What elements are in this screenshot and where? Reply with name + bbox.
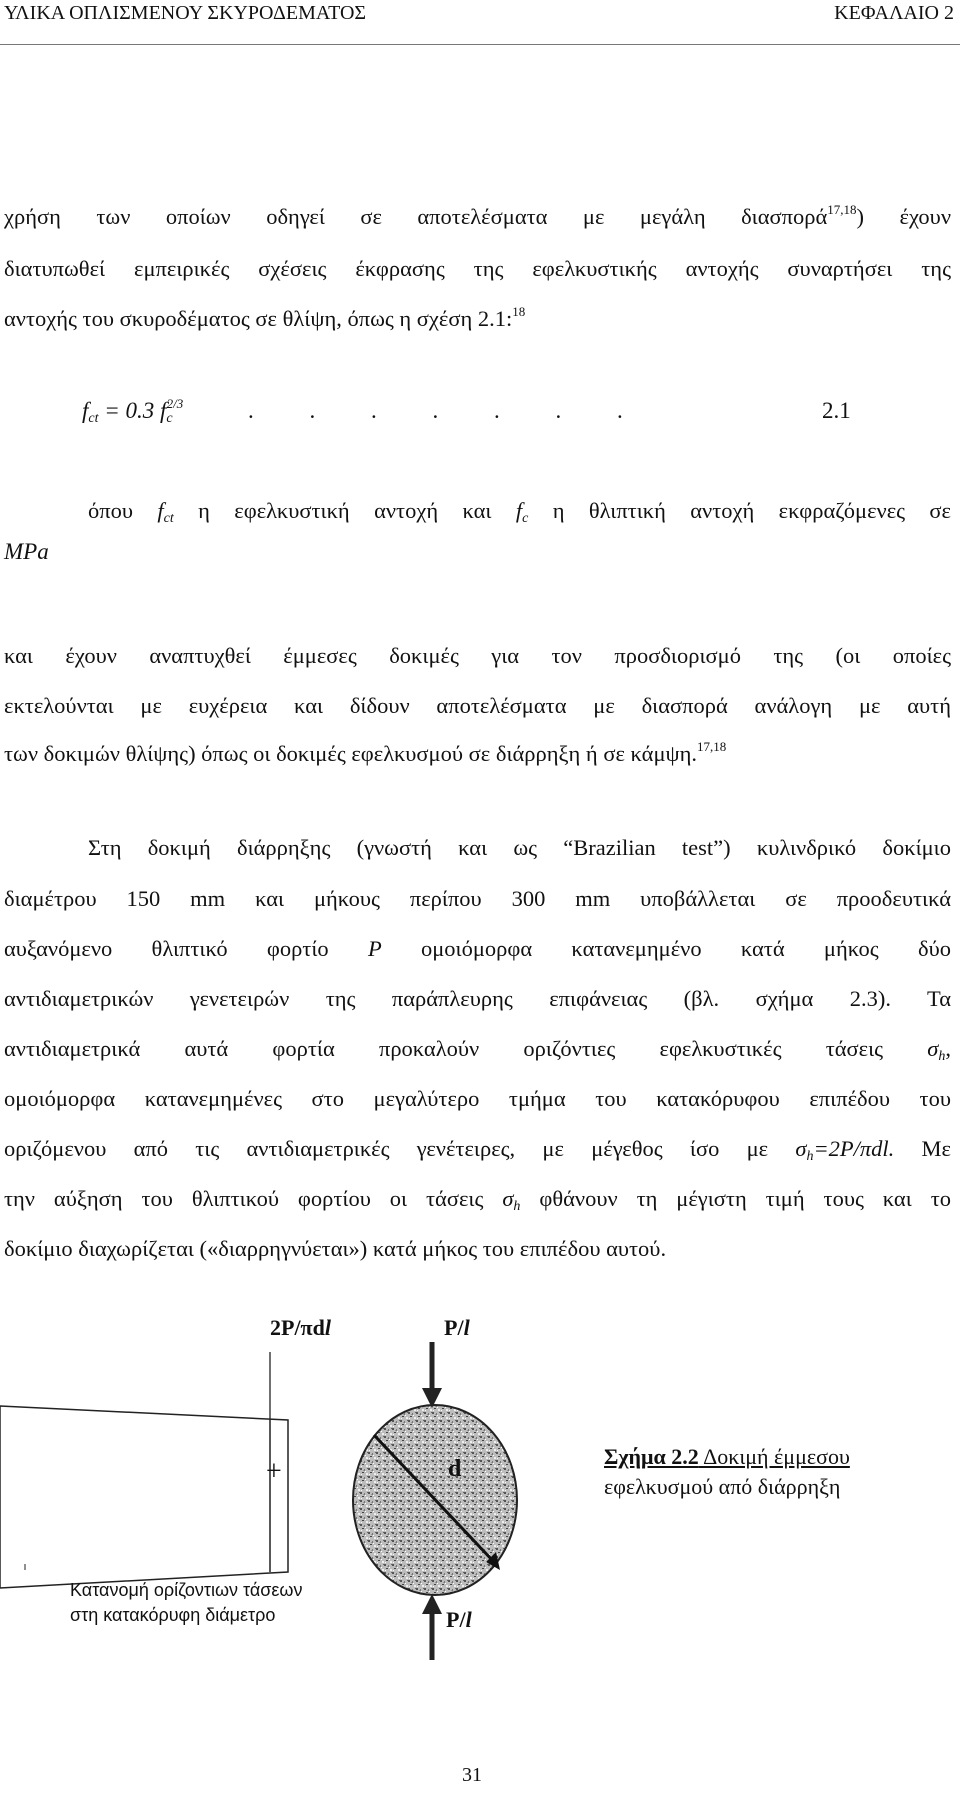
running-header-chapter: ΚΕΦΑΛΑΙΟ 2 <box>834 2 954 24</box>
paragraph-2-line-3: των δοκιμών θλίψης) όπως οι δοκιμές εφελκυσμού σε διάρρηξη ή σε κάμψη.$^{17,18}$ <box>4 739 727 766</box>
paragraph-3-line-1: Στη δοκιμή διάρρηξης (γνωστή και ως “Brazilian test”) κυλινδρικό δοκίμιο <box>88 835 951 860</box>
paragraph-3-line-5: αντιδιαμετρικά αυτά φορτία προκαλούν οριζόντιες εφελκυστικές τάσεις $\sigma_h$, <box>4 1036 951 1064</box>
paragraph-1-line-2: διατυπωθεί εμπειρικές σχέσεις έκφρασης της εφελκυστικής αντοχής συναρτήσει της <box>4 256 951 281</box>
diameter-label: d <box>448 1456 462 1482</box>
bottom-load-arrow-head <box>422 1594 442 1614</box>
paragraph-3-line-3: αυξανόμενο θλιπτικό φορτίο P ομοιόμορφα κατανεμημένο κατά μήκος δύο <box>4 936 951 961</box>
stress-distribution-shape <box>0 1406 288 1588</box>
paragraph-2-line-1: και έχουν αναπτυχθεί έμμεσες δοκιμές για τον προσδιορισμό της (οι οποίες <box>4 643 951 668</box>
paragraph-1-line-3: αντοχής του σκυροδέματος σε θλίψη, όπως η σχέση 2.1:$^{18}$ <box>4 304 526 331</box>
paragraph-3-line-4: αντιδιαμετρικών γενετειρών της παράπλευρης επιφάνειας (βλ. σχήμα 2.3). Τα <box>4 986 951 1011</box>
definition-line: όπου $f_{ct}$ η εφελκυστική αντοχή και $f_c$ η θλιπτική αντοχή εκφραζόμενες σε <box>88 498 952 526</box>
unit-mpa: MPa <box>4 539 49 564</box>
running-header-title: ΥΛΙΚΑ ΟΠΛΙΣΜΕΝΟΥ ΣΚΥΡΟΔΕΜΑΤΟΣ <box>4 2 367 24</box>
top-load-label: P/l <box>444 1315 470 1340</box>
page-number: 31 <box>462 1764 482 1786</box>
figure-caption: Σχήμα 2.2 Δοκιμή έμμεσου εφελκυσμού από διάρρηξη <box>604 1444 850 1499</box>
stress-distribution-caption: Κατανομή ορίζοντιων τάσεων στη κατακόρυφη διάμετρο <box>70 1580 303 1625</box>
paragraph-3-line-9: δοκίμιο διαχωρίζεται («διαρρηγνύεται») κατά μήκος του επιπέδου αυτού. <box>4 1236 667 1261</box>
paragraph-3-line-7: οριζόμενου από τις αντιδιαμετρικές γενέτειρες, με μέγεθος ίσο με $\sigma_h=2P$/πdl. Με <box>4 1136 951 1164</box>
equation-2-1: $f_{ct} = 0.3$ $f_c^{2/3}$ <box>82 396 184 426</box>
paragraph-3-line-6: ομοιόμορφα κατανεμημένες στο μεγαλύτερο τμήμα του κατακόρυφου επιπέδου του <box>4 1086 951 1111</box>
header-rule <box>0 44 960 45</box>
paragraph-1-line-1: χρήση των οποίων οδηγεί σε αποτελέσματα με μεγάλη διασπορά$^{17,18}$) έχουν <box>4 202 951 229</box>
equation-number: 2.1 <box>822 398 851 423</box>
bottom-load-label: P/l <box>446 1607 472 1632</box>
paragraph-3-line-8: την αύξηση του θλιπτικού φορτίου οι τάσεις $\sigma_h$ φθάνουν τη μέγιστη τιμή τους και το <box>4 1186 951 1214</box>
paragraph-2-line-2: εκτελούνται με ευχέρεια και δίδουν αποτελέσματα με διασπορά ανάλογη με αυτή <box>4 693 951 718</box>
equation-leader-dots: . . . . . . . <box>248 398 623 423</box>
stress-magnitude-label: 2P/πdl <box>270 1315 331 1340</box>
tension-sign: + <box>266 1456 282 1487</box>
paragraph-3-line-2: διαμέτρου 150 mm και μήκους περίπου 300 mm υποβάλλεται σε προοδευτικά <box>4 886 951 911</box>
